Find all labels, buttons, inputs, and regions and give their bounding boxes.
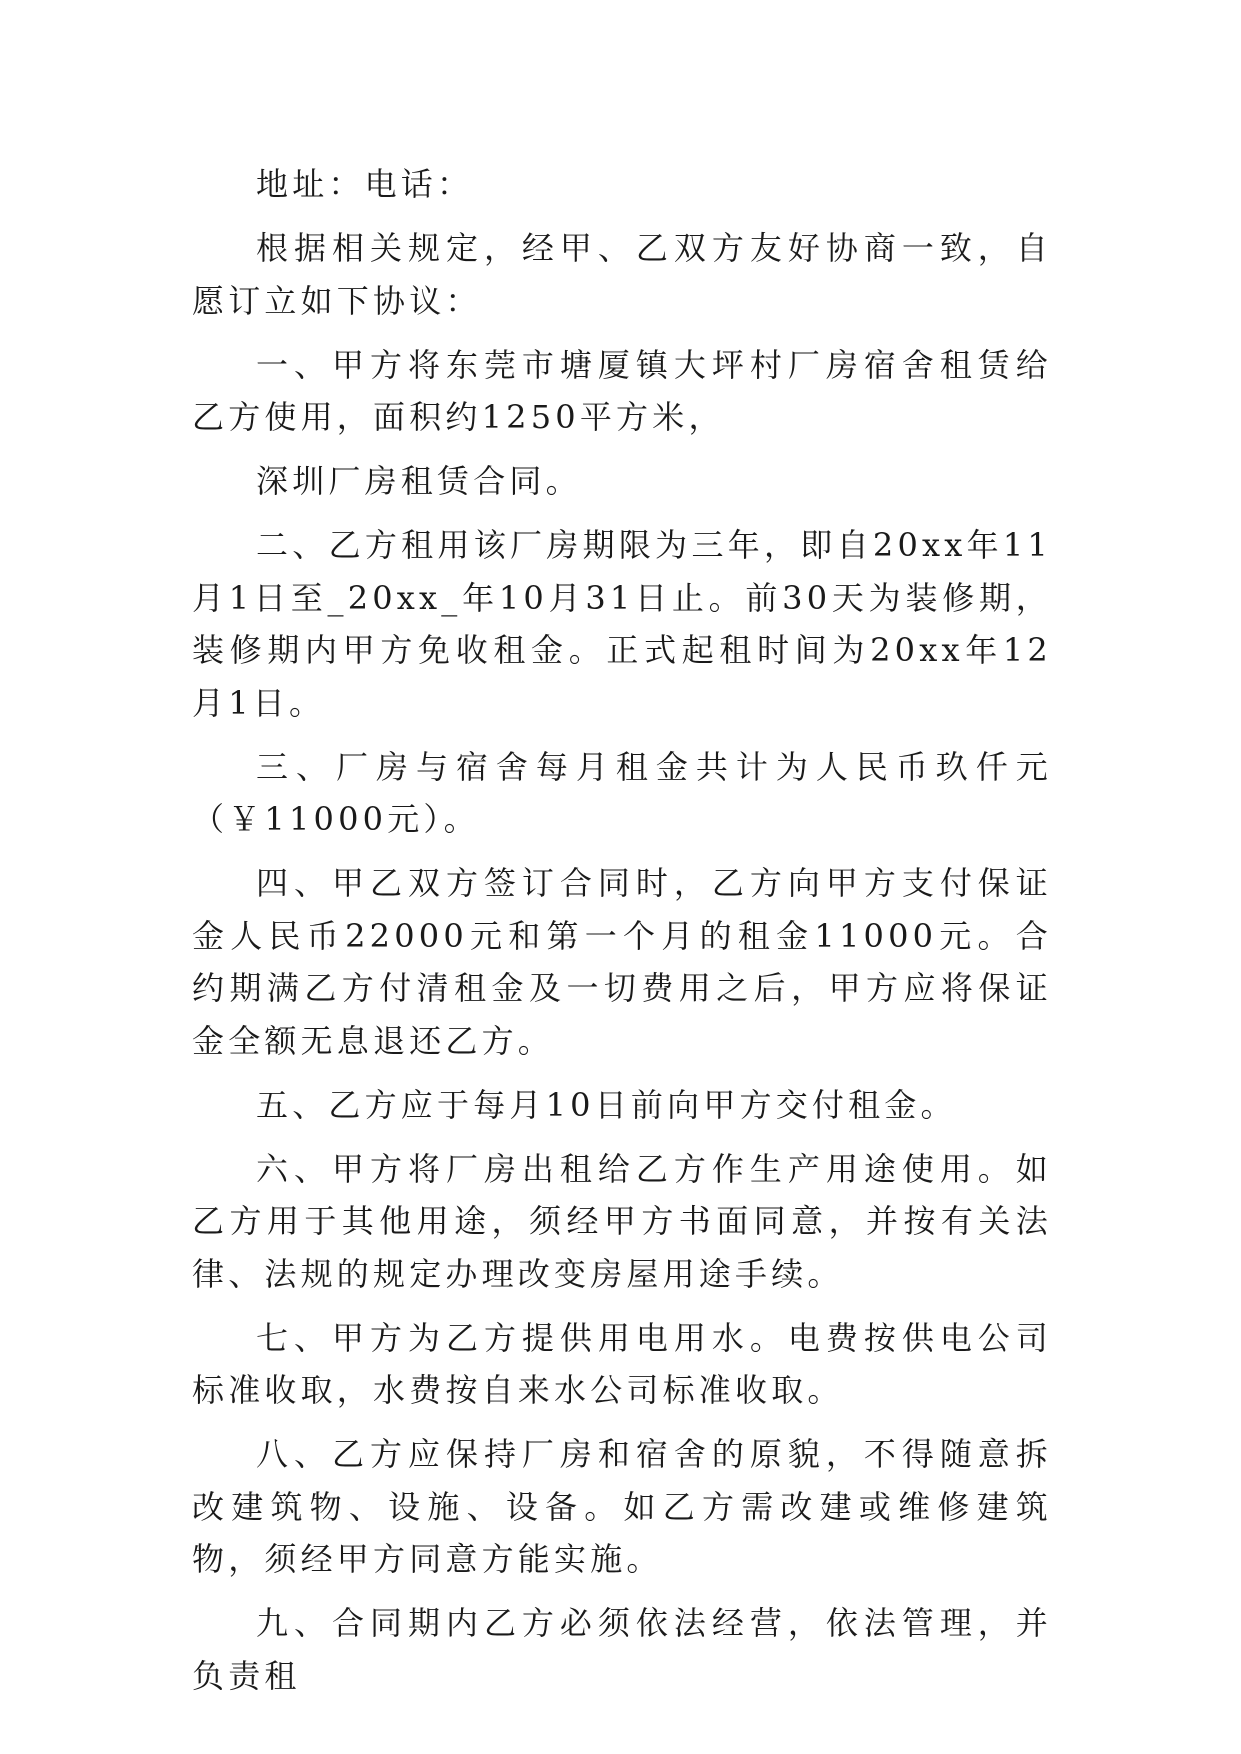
paragraph-inserted-title: 深圳厂房租赁合同。 — [256, 462, 582, 500]
paragraph-clause-4: 四、甲乙双方签订合同时，乙方向甲方支付保证金人民币22000元和第一个月的租金11000元。合约期满乙方付清租金及一切费用之后，甲方应将保证金全额无息退还乙方。 — [192, 864, 1052, 1060]
paragraph-preamble: 根据相关规定，经甲、乙双方友好协商一致，自愿订立如下协议： — [192, 229, 1052, 320]
paragraph-clause-1: 一、甲方将东莞市塘厦镇大坪村厂房宿舍租赁给乙方使用，面积约1250平方米， — [192, 345, 1052, 436]
paragraph-clause-7: 七、甲方为乙方提供用电用水。电费按供电公司标准收取，水费按自来水公司标准收取。 — [192, 1318, 1052, 1409]
paragraph-clause-5: 五、乙方应于每月10日前向甲方交付租金。 — [256, 1085, 957, 1124]
paragraph-address: 地址：电话： — [256, 165, 474, 203]
paragraph-clause-8: 八、乙方应保持厂房和宿舍的原貌，不得随意拆改建筑物、设施、设备。如乙方需改建或维修建筑物，须经甲方同意方能实施。 — [192, 1435, 1052, 1578]
document-body — [192, 158, 1052, 1714]
paragraph-clause-3: 三、厂房与宿舍每月租金共计为人民币玖仟元（￥11000元）。 — [192, 747, 1052, 838]
paragraph-clause-6: 六、甲方将厂房出租给乙方作生产用途使用。如乙方用于其他用途，须经甲方书面同意，并按有关法律、法规的规定办理改变房屋用途手续。 — [192, 1149, 1052, 1293]
paragraph-clause-2: 二、乙方租用该厂房期限为三年，即自20xx年11月1日至_20xx_年10月31日止。前30天为装修期，装修期内甲方免收租金。正式起租时间为20xx年12月1日。 — [192, 526, 1052, 722]
paragraph-clause-9: 九、合同期内乙方必须依法经营，依法管理，并负责租 — [192, 1604, 1052, 1695]
